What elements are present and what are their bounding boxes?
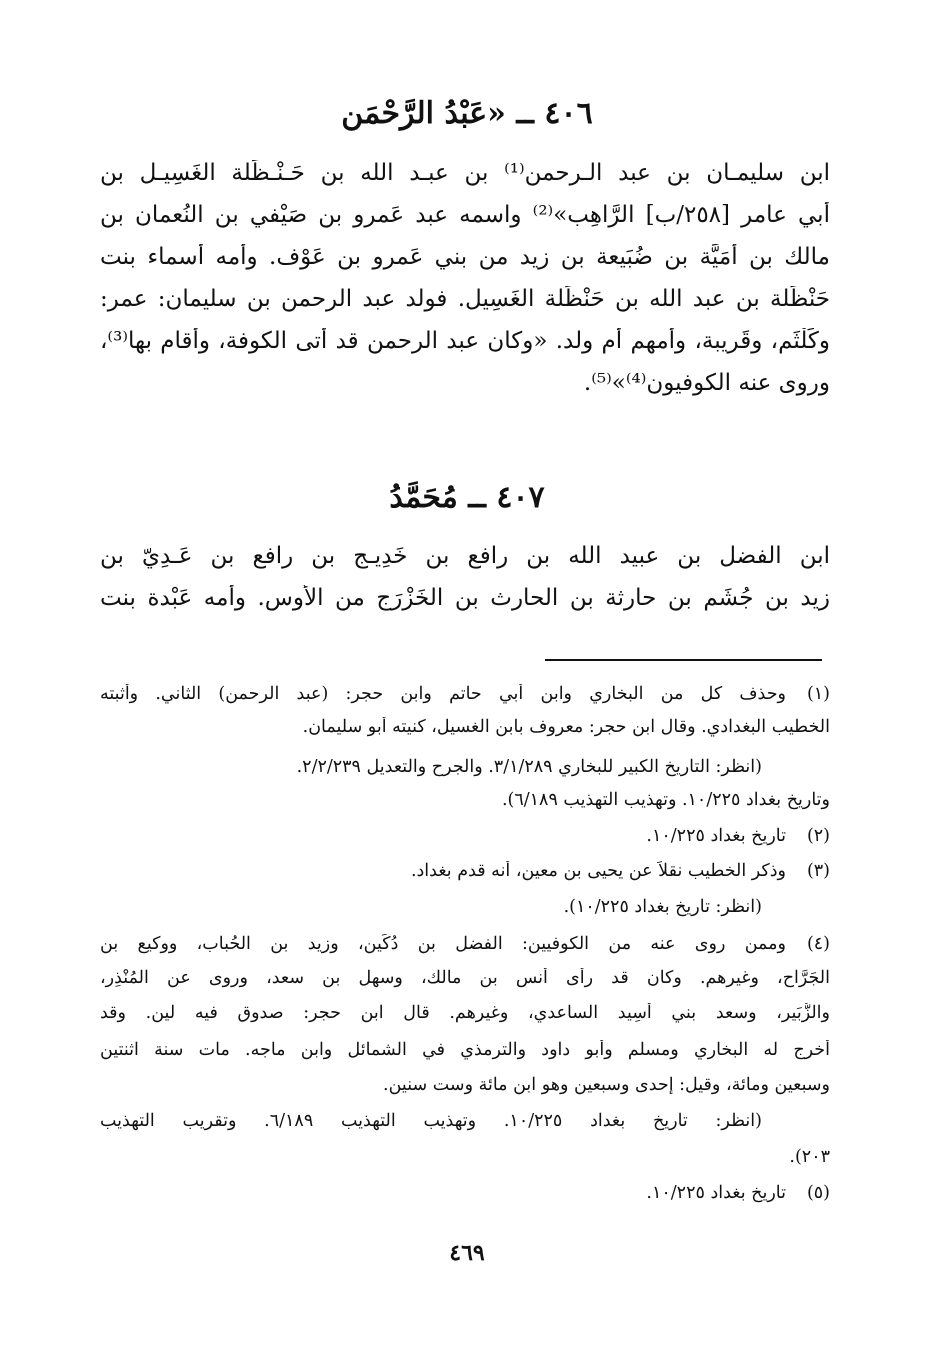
footnote-number: (١) [806,684,830,704]
footnote-line: (انظر: تاريخ بغداد ١٠/٢٢٥). [563,897,762,917]
footnote-line: تاريخ بغداد ١٠/٢٢٥. [646,826,786,846]
page-number: ٤٦٩ [449,1240,485,1266]
body-line: وروى عنه الكوفيون⁽⁴⁾»⁽⁵⁾. [583,370,830,396]
body-line: ابن سليمـان بن عبد الـرحمن⁽¹⁾ بن عبـد الله بن حَـنْـظَلة الغَسِيـل بن [100,160,830,186]
body-line: وكَلْثَم، وقَرِيبة، وأمهم أم ولد. «وكان عبد الرحمن قد أتى الكوفة، وأقام بها⁽³⁾، [100,328,830,354]
body-line: مالك بن أُمَيَّة بن ضُبَيعة بن زيد من بني عَمرو بن عَوْف. وأمه أسماء بنت [100,244,830,270]
footnote-line: (انظر: التاريخ الكبير للبخاري ٣/١/٢٨٩. والجرح والتعديل ٢/٢/٢٣٩. [296,757,762,777]
footnote-line: وتاريخ بغداد ١٠/٢٢٥. وتهذيب التهذيب ٦/١٨٩). [501,790,830,810]
body-line: حَنْظَلة بن عبد الله بن حَنْظَلة الغَسِيل. فولد عبد الرحمن بن سليمان: عمر: [100,286,830,312]
footnote-line: وذكر الخطيب نقلاً عن يحيى بن معين، أنه قدم بغداد. [410,861,786,881]
footnote-line: أخرج له البخاري ومسلم وأبو داود والترمذي في الشمائل وابن ماجه. مات سنة اثنتين [100,1040,830,1060]
body-line: زيد بن جُشَم بن حارثة بن الحارث بن الخَزْرَج من الأوس. وأمه عَبْدة بنت [100,585,830,611]
footnote-line: وممن روى عنه من الكوفيين: الفضل بن دُكَين، وزيد بن الحُباب، ووكيع بن [100,934,786,954]
footnote-line: تاريخ بغداد ١٠/٢٢٥. [646,1183,786,1203]
footnote-line: الجَرَّاح، وغيرهم. وكان قد رأى أنس بن مالك، وسهل بن سعد، وروى عن المُنْذِر، [100,968,830,988]
body-line: أبي عامر [٢٥٨/ب] الرَّاهِب»⁽²⁾ واسمه عبد عَمرو بن صَيْفي بن النُعمان بن [100,202,830,228]
footnote-number: (٢) [806,826,830,846]
footnote-line: ٢٠٣). [789,1147,830,1167]
entry-title: ٤٠٦ ــ «عَبْدُ الرَّحْمَن [341,96,593,131]
footnote-line: الخطيب البغدادي. وقال ابن حجر: معروف بابن الغسيل، كنيته أبو سليمان. [302,717,830,737]
footnote-line: والزُّبَير، وسعد بني أَسِيد الساعدي، وغيرهم. قال ابن حجر: صدوق فيه لين. وقد [100,1003,830,1023]
footnote-line: (انظر: تاريخ بغداد ١٠/٢٢٥. وتهذيب التهذيب ٦/١٨٩. وتقريب التهذيب [100,1111,762,1131]
entry-title: ٤٠٧ ــ مُحَمَّدُ [389,480,545,515]
footnote-number: (٤) [806,934,830,954]
footnote-line: وسبعين ومائة، وقيل: إحدى وسبعين وهو ابن مائة وست سنين. [383,1075,830,1095]
footnote-line: وحذف كل من البخاري وابن أبي حاتم وابن حجر: (عبد الرحمن) الثاني. وأثبته [100,684,786,704]
body-line: ابن الفضل بن عبيد الله بن رافع بن خَدِيـج بن رافع بن عَـدِيّ بن [100,543,830,569]
footnote-number: (٥) [806,1183,830,1203]
footnote-number: (٣) [806,861,830,881]
footnote-separator [545,659,822,661]
